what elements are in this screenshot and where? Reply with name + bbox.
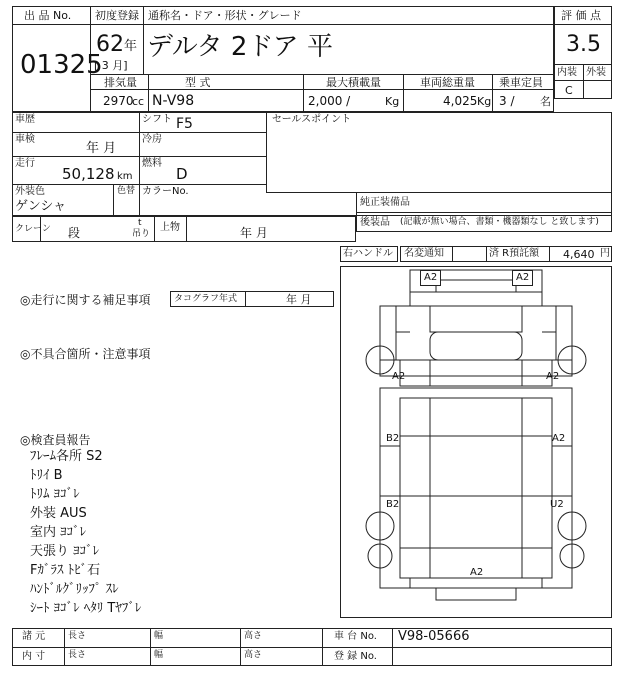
right-handle: 右ハンドル xyxy=(343,248,393,259)
model-label: 通称名・ドア・形状・グレード xyxy=(148,9,302,22)
divider xyxy=(143,6,144,74)
history-label: 車歴 xyxy=(15,114,35,125)
dims-label: 諸 元 xyxy=(22,631,46,642)
max-load: 2,000 / xyxy=(308,94,351,108)
model-name: デルタ 2ドア 平 xyxy=(147,32,333,62)
inspector-note: ﾊﾝﾄﾞﾙｸﾞﾘｯﾌﾟ ｽﾚ xyxy=(30,582,119,597)
ext-color: ゲンシャ xyxy=(15,199,67,214)
history-frame xyxy=(12,112,612,216)
divider xyxy=(90,74,554,75)
recycle-unit: 円 xyxy=(600,248,610,259)
tachograph-value: 年 月 xyxy=(286,293,312,306)
interior-grade: C xyxy=(565,84,573,97)
truck-outline-diagram xyxy=(340,266,612,618)
upper-label: 上物 xyxy=(160,222,180,233)
divider xyxy=(12,132,266,133)
color-no-label: 色替 xyxy=(117,186,136,196)
divider xyxy=(113,184,114,216)
capacity-label: 乗車定員 xyxy=(499,76,543,89)
length-label: 長さ xyxy=(68,650,87,660)
lot-no: 01325 xyxy=(20,50,103,80)
divider xyxy=(322,628,323,666)
damage-mark-right-upper: A2 xyxy=(546,371,560,382)
color-code-label: カラーNo. xyxy=(142,186,189,197)
divider xyxy=(492,74,493,112)
height-label: 高さ xyxy=(244,650,263,660)
inspector-note: ｼｰﾄ ﾖｺﾞﾚ ﾍﾀﾘ Tﾔﾌﾞﾚ xyxy=(30,601,142,616)
inspector-note: ﾌﾚｰﾑ各所 S2 xyxy=(30,449,103,464)
divider xyxy=(139,112,140,216)
divider xyxy=(403,74,404,112)
divider xyxy=(240,628,241,666)
recycle-amount: 4,640 xyxy=(563,248,595,261)
damage-mark-right-mid: A2 xyxy=(552,433,566,444)
aircon-label: 冷房 xyxy=(142,134,162,145)
interior-dims-label: 内 寸 xyxy=(22,651,46,662)
divider xyxy=(392,628,393,666)
fuel-label: 燃料 xyxy=(142,158,162,169)
inspector-note: ﾄﾘﾑ ﾖｺﾞﾚ xyxy=(30,487,80,502)
inspector-note: 天張り ﾖｺﾞﾚ xyxy=(30,544,100,559)
damage-mark-front-left: A2 xyxy=(420,270,441,286)
upper-value: 年 月 xyxy=(240,226,268,240)
first-reg-month: [ 3 月] xyxy=(94,59,128,72)
displacement: 2970 xyxy=(103,94,134,108)
displacement-unit: cc xyxy=(132,95,145,108)
divider xyxy=(486,246,487,262)
damage-mark-left-upper: A2 xyxy=(392,371,406,382)
divider xyxy=(12,184,266,185)
score-label: 評 価 点 xyxy=(561,9,601,22)
divider xyxy=(64,628,65,666)
first-reg-year: 62 xyxy=(96,32,124,57)
damage-mark-rear: A2 xyxy=(470,567,484,578)
divider xyxy=(452,246,453,262)
height-label: 高さ xyxy=(244,631,263,641)
crane-t: t xyxy=(138,218,142,228)
year-unit: 年 xyxy=(124,39,138,54)
divider xyxy=(12,156,266,157)
divider xyxy=(186,216,187,242)
shift: F5 xyxy=(176,116,193,132)
tachograph-label: タコグラフ年式 xyxy=(174,294,238,304)
exterior-label: 外装 xyxy=(586,67,606,78)
damage-mark-right-lower: U2 xyxy=(550,499,564,510)
gross-weight: 4,025 xyxy=(443,94,478,108)
recycle-label: 済 R預託額 xyxy=(489,248,540,259)
first-reg-label: 初度登録 xyxy=(95,9,139,22)
divider xyxy=(150,628,151,666)
lot-no-label: 出 品 No. xyxy=(24,9,72,22)
divider xyxy=(148,74,149,112)
damage-mark-left-lower: B2 xyxy=(386,499,400,510)
mileage-label: 走行 xyxy=(15,158,35,169)
fuel: D xyxy=(176,165,188,183)
displacement-label: 排気量 xyxy=(104,76,137,89)
capacity-unit: 名 xyxy=(540,95,551,108)
mileage-unit: km xyxy=(117,171,133,182)
max-load-label: 最大積載量 xyxy=(326,76,381,89)
crane-frame xyxy=(12,216,356,242)
defects-label: ◎不具合箇所・注意事項 xyxy=(20,347,151,361)
damage-mark-front-right: A2 xyxy=(512,270,533,286)
mileage: 50,128 xyxy=(62,165,115,183)
type: N-V98 xyxy=(152,93,195,109)
divider xyxy=(303,74,304,112)
damage-mark-left-mid: B2 xyxy=(386,433,400,444)
divider xyxy=(154,216,155,242)
supplement-label: ◎走行に関する補足事項 xyxy=(20,293,151,307)
divider xyxy=(583,64,584,99)
divider xyxy=(266,112,267,192)
divider xyxy=(12,24,90,25)
inspection-label: 車検 xyxy=(15,134,35,145)
divider xyxy=(554,24,612,25)
gross-weight-unit: Kg xyxy=(477,95,492,108)
post-equip-label: 後装品 xyxy=(360,217,390,228)
width-label: 幅 xyxy=(154,650,164,660)
sales-point-label: セールスポイント xyxy=(272,114,352,125)
divider xyxy=(90,24,554,25)
divider xyxy=(549,246,550,262)
divider xyxy=(90,89,554,90)
post-equip-note: (記載が無い場合、書類・機器類なし と致します) xyxy=(400,217,599,227)
inspector-note: 外装 AUS xyxy=(30,506,87,521)
max-load-unit: Kg xyxy=(385,95,400,108)
inspector-label: ◎検査員報告 xyxy=(20,433,91,447)
length-label: 長さ xyxy=(68,631,87,641)
type-label: 型 式 xyxy=(185,76,211,89)
crane-hang: 吊り xyxy=(132,229,151,239)
post-equip-box xyxy=(356,212,612,232)
width-label: 幅 xyxy=(154,631,164,641)
capacity: 3 / xyxy=(499,94,515,108)
gross-weight-label: 車両総重量 xyxy=(420,76,475,89)
shift-label: シフト xyxy=(142,114,172,125)
crane-steps: 段 xyxy=(68,226,81,240)
inspector-note: Fｶﾞﾗｽ ﾄﾋﾞ石 xyxy=(30,563,101,578)
divider xyxy=(12,647,612,648)
interior-label: 内装 xyxy=(557,67,577,78)
inspection-value: 年 月 xyxy=(86,141,117,156)
chassis-no: V98-05666 xyxy=(398,629,470,644)
reg-no-label: 登 録 No. xyxy=(334,651,377,662)
name-change-label: 名変通知 xyxy=(404,248,444,259)
score: 3.5 xyxy=(566,32,601,57)
ext-color-label: 外装色 xyxy=(15,186,45,197)
divider xyxy=(245,291,246,307)
inspector-note: 室内 ﾖｺﾞﾚ xyxy=(30,525,87,540)
crane-label: クレーン xyxy=(15,224,51,234)
divider xyxy=(266,192,612,193)
inspector-note: ﾄﾘｲ B xyxy=(30,468,63,483)
chassis-no-label: 車 台 No. xyxy=(334,631,377,642)
genuine-equip-label: 純正装備品 xyxy=(360,197,410,208)
